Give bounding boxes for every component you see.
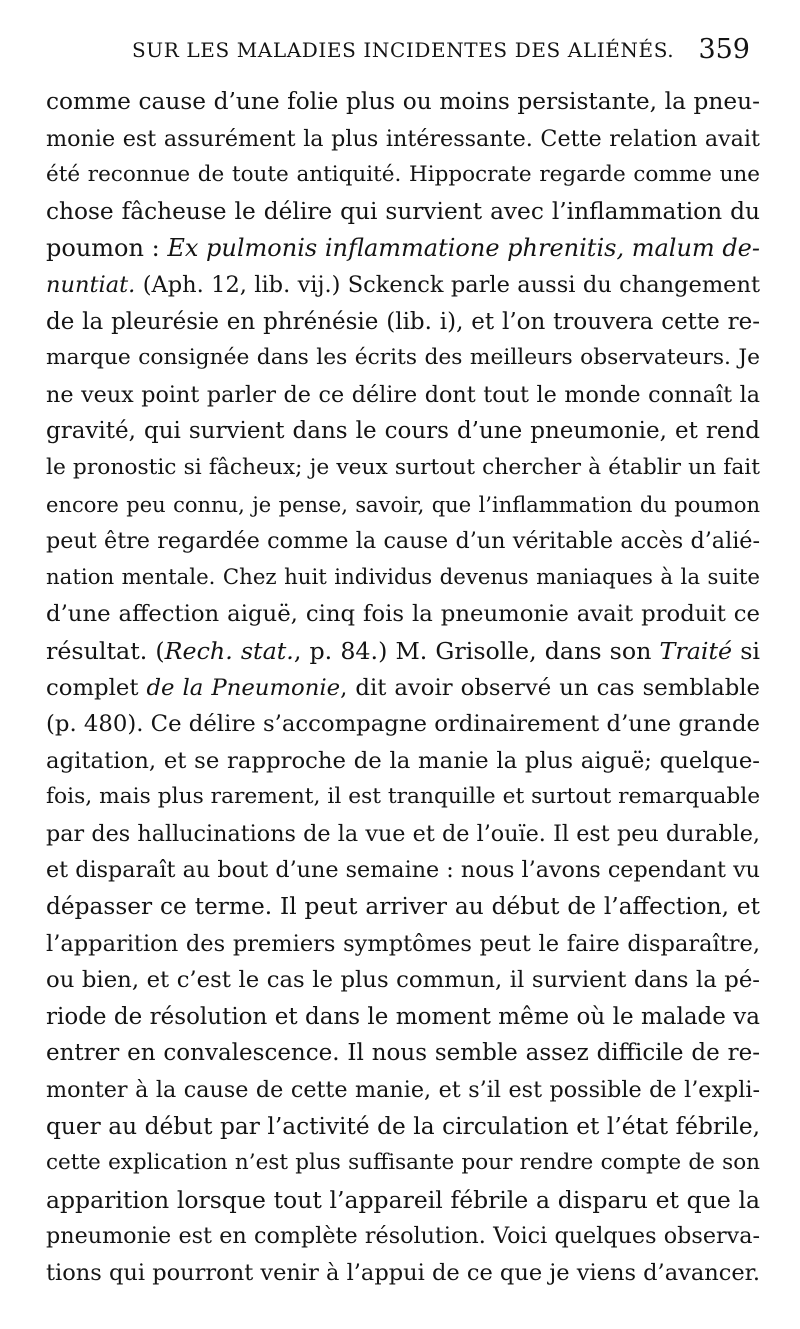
text-segment: d’une affection aiguë, cinq fois la pneumonie avait produit ce bbox=[46, 601, 760, 628]
text-line bbox=[46, 157, 760, 194]
running-title: SUR LES MALADIES INCIDENTES DES ALIÉNÉS. bbox=[132, 38, 675, 62]
text-line bbox=[46, 304, 760, 341]
text-line bbox=[46, 633, 760, 670]
text-line bbox=[46, 852, 760, 889]
text-line bbox=[46, 560, 760, 597]
italic-text-segment: Traité bbox=[659, 636, 733, 665]
text-line bbox=[46, 1035, 760, 1072]
text-segment: encore peu connu, je pense, savoir, que l’inflammation du poumon bbox=[46, 492, 760, 517]
text-line bbox=[46, 670, 760, 707]
page-number: 359 bbox=[698, 34, 750, 65]
text-line bbox=[46, 1109, 760, 1146]
body-text bbox=[46, 84, 760, 1292]
text-line bbox=[46, 230, 760, 267]
text-segment: tions qui pourront venir à l’appui de ce que je viens d’avancer. bbox=[46, 1260, 761, 1286]
text-line bbox=[46, 1255, 760, 1292]
text-line bbox=[46, 377, 760, 414]
text-segment: ne veux point parler de ce délire dont tout le monde connaît la bbox=[46, 381, 760, 408]
italic-text-segment: de la Pneumonie bbox=[146, 674, 341, 701]
text-line bbox=[46, 194, 760, 231]
text-segment: , dit avoir observé un cas semblable bbox=[340, 674, 760, 701]
text-line bbox=[46, 816, 760, 853]
text-line bbox=[46, 999, 760, 1036]
text-line bbox=[46, 706, 760, 743]
text-segment: quer au début par l’activité de la circulation et l’état fébrile, bbox=[46, 1112, 760, 1140]
text-line bbox=[46, 1072, 760, 1109]
text-line bbox=[46, 487, 760, 524]
text-segment: complet bbox=[46, 674, 147, 701]
text-segment: monie est assurément la plus intéressante. Cette relation avait bbox=[46, 125, 760, 152]
text-segment: poumon : bbox=[46, 234, 168, 263]
text-segment: et disparaît au bout d’une semaine : nous l’avons cependant vu bbox=[46, 857, 760, 884]
text-line bbox=[46, 340, 760, 377]
text-line bbox=[46, 743, 760, 780]
text-line bbox=[46, 1218, 760, 1255]
text-segment: pneumonie est en complète résolution. Voici quelques observa- bbox=[46, 1223, 760, 1250]
text-segment: chose fâcheuse le délire qui survient avec l’inflammation du bbox=[46, 197, 760, 225]
text-segment: fois, mais plus rarement, il est tranquille et surtout remarquable bbox=[46, 784, 761, 810]
text-segment: été reconnue de toute antiquité. Hippocrate regarde comme une bbox=[46, 162, 760, 188]
text-segment: ou bien, et c’est le cas le plus commun, il survient dans la pé- bbox=[46, 967, 760, 994]
text-segment: par des hallucinations de la vue et de l’ouïe. Il est peu durable, bbox=[46, 820, 760, 847]
text-line bbox=[46, 267, 760, 304]
text-line bbox=[46, 413, 760, 450]
text-line bbox=[46, 779, 760, 816]
text-line bbox=[46, 596, 760, 633]
text-segment: cette explication n’est plus suffisante pour rendre compte de son bbox=[46, 1150, 760, 1176]
text-line bbox=[46, 1145, 760, 1182]
text-segment: dépasser ce terme. Il peut arriver au début de l’affection, et bbox=[46, 893, 760, 921]
running-head bbox=[46, 34, 754, 78]
text-segment: si bbox=[732, 636, 760, 665]
text-segment: entrer en convalescence. Il nous semble assez difficile de re- bbox=[46, 1040, 760, 1067]
italic-text-segment: Ex pulmonis inflammatione phrenitis, malum de- bbox=[167, 234, 760, 263]
text-segment: agitation, et se rapproche de la manie la plus aiguë; quelque- bbox=[46, 747, 760, 774]
italic-text-segment: Rech. stat. bbox=[164, 636, 294, 665]
text-segment: l’apparition des premiers symptômes peut le faire disparaître, bbox=[46, 930, 760, 957]
text-segment: riode de résolution et dans le moment même où le malade va bbox=[46, 1003, 760, 1030]
text-segment: gravité, qui survient dans le cours d’une pneumonie, et rend bbox=[46, 418, 760, 445]
text-segment: peut être regardée comme la cause d’un véritable accès d’alié- bbox=[46, 528, 760, 555]
text-segment: comme cause d’une folie plus ou moins persistante, la pneu- bbox=[46, 88, 760, 115]
text-segment: (Aph. 12, lib. vij.) Sckenck parle aussi du changement bbox=[135, 271, 760, 298]
text-line bbox=[46, 523, 760, 560]
text-segment: de la pleurésie en phrénésie (lib. i), et l’on trouvera cette re- bbox=[46, 308, 760, 335]
text-segment: , p. 84.) M. Grisolle, dans son bbox=[293, 636, 660, 665]
text-line bbox=[46, 450, 760, 487]
text-line bbox=[46, 121, 760, 158]
text-segment: apparition lorsque tout l’appareil fébrile a disparu et que la bbox=[46, 1185, 760, 1214]
text-line bbox=[46, 962, 760, 999]
text-segment: marque consignée dans les écrits des meilleurs observateurs. Je bbox=[46, 345, 760, 371]
text-segment: monter à la cause de cette manie, et s’il est possible de l’expli- bbox=[46, 1077, 760, 1104]
text-line bbox=[46, 84, 760, 121]
text-segment: nation mentale. Chez huit individus devenus maniaques à la suite bbox=[46, 564, 760, 590]
italic-text-segment: nuntiat. bbox=[46, 271, 136, 298]
text-line bbox=[46, 889, 760, 926]
text-line bbox=[46, 1182, 760, 1219]
text-segment: le pronostic si fâcheux; je veux surtout chercher à établir un fait bbox=[46, 454, 760, 480]
text-line bbox=[46, 926, 760, 963]
text-segment: (p. 480). Ce délire s’accompagne ordinairement d’une grande bbox=[46, 711, 760, 738]
text-segment: résultat. ( bbox=[46, 636, 165, 665]
